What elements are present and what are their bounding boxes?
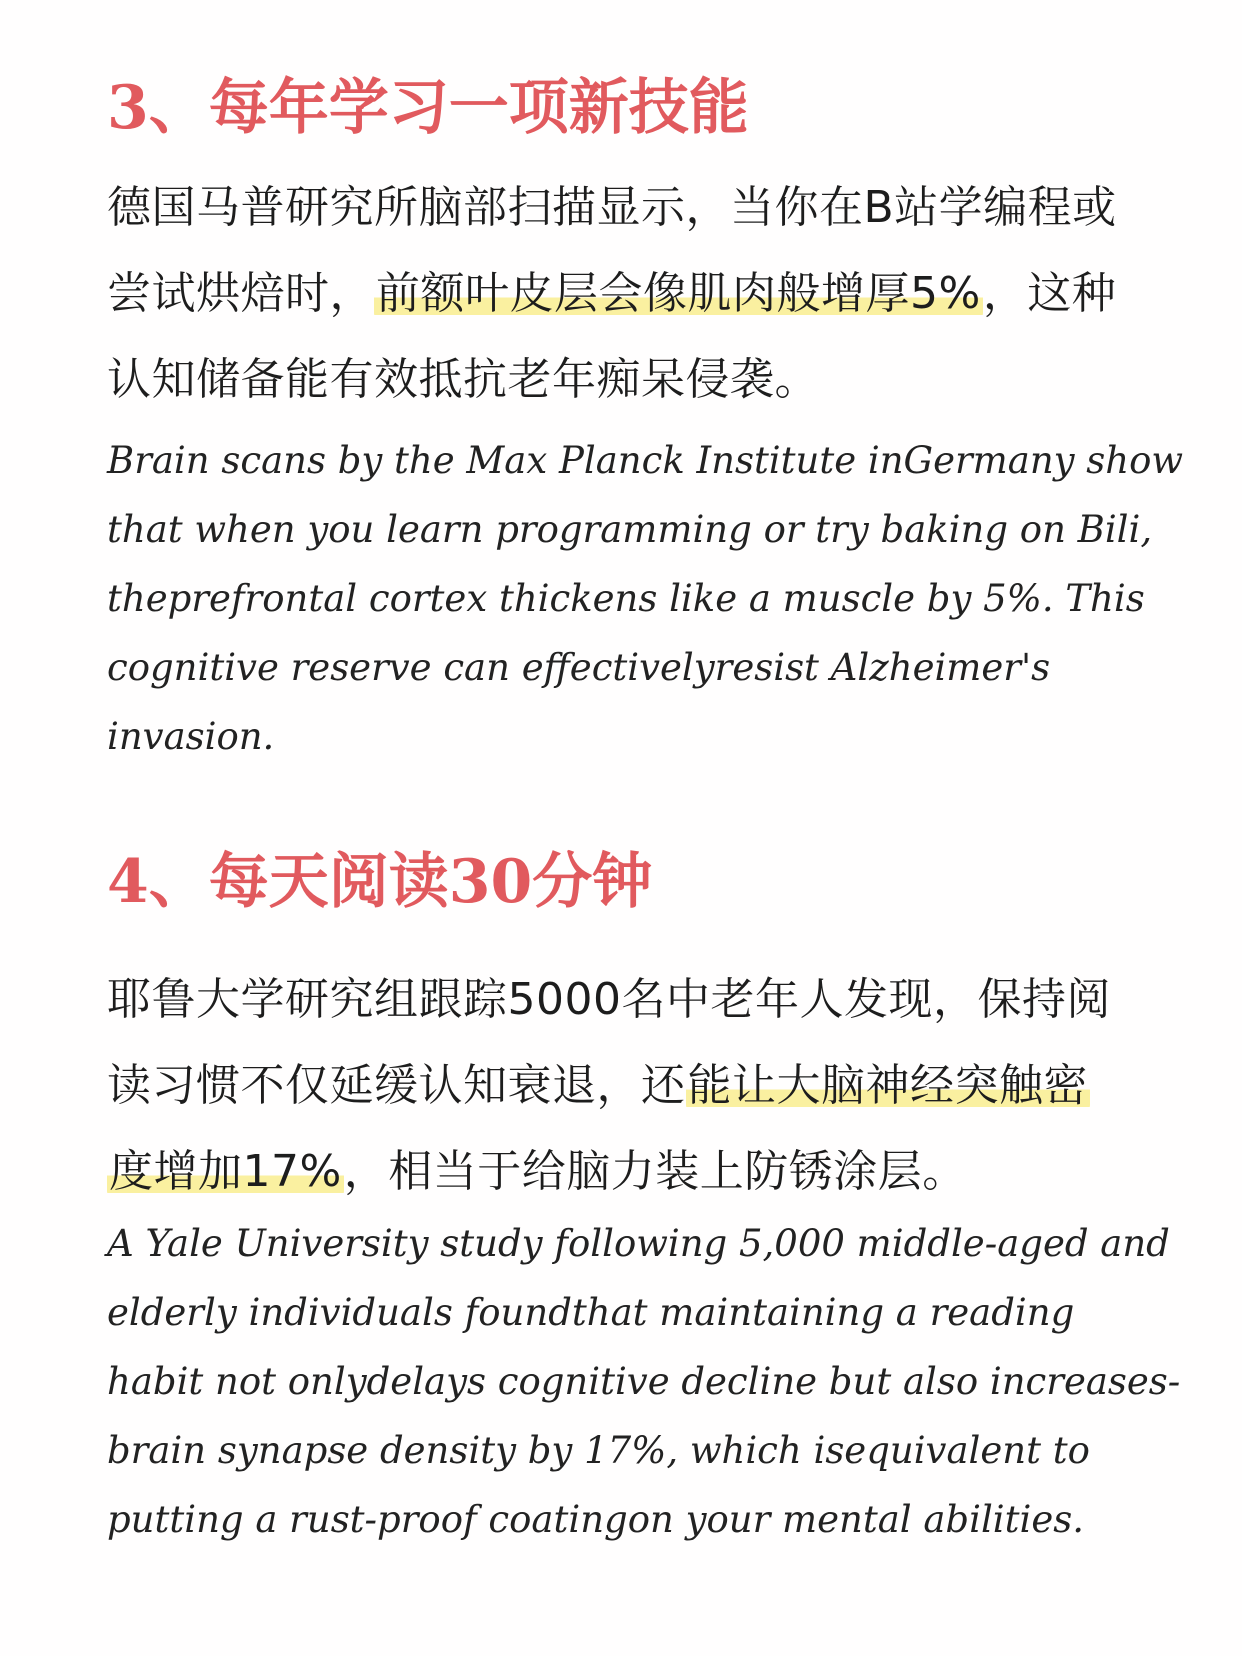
paragraph-line: brain synapse density by 17%, which isequivalent to [107, 1429, 1090, 1472]
highlighted-text: 度增加17% [109, 1146, 342, 1197]
paragraph-line: invasion. [107, 715, 275, 758]
paragraph-line: habit not onlydelays cognitive decline but also increases- [107, 1360, 1181, 1403]
paragraph-line: A Yale University study following 5,000 middle-aged and [107, 1222, 1170, 1265]
paragraph-line: 度增加17%，相当于给脑力装上防锈涂层。 [109, 1146, 967, 1197]
english-paragraph [107, 1209, 1227, 1554]
section-heading: 4、每天阅读30分钟 [107, 847, 653, 917]
paragraph-line: cognitive reserve can effectivelyresist Alzheimer's [107, 646, 1051, 689]
highlighted-text: 能让大脑神经突触密 [687, 1060, 1088, 1111]
paragraph-line: putting a rust-proof coatingon your mental abilities. [107, 1498, 1084, 1541]
paragraph-line: 认知储备能有效抵抗老年痴呆侵袭。 [107, 354, 819, 405]
paragraph-line: 耶鲁大学研究组跟踪5000名中老年人发现，保持阅 [107, 974, 1111, 1025]
section-heading: 3、每年学习一项新技能 [107, 73, 749, 143]
paragraph-line: theprefrontal cortex thickens like a muscle by 5%. This [107, 577, 1145, 620]
paragraph-line: 读习惯不仅延缓认知衰退，还能让大脑神经突触密 [107, 1060, 1088, 1111]
english-paragraph [107, 426, 1227, 771]
chinese-paragraph [107, 957, 1227, 1215]
chinese-paragraph [107, 165, 1227, 423]
paragraph-line: Brain scans by the Max Planck Institute inGermany show [107, 439, 1184, 482]
paragraph-line: elderly individuals foundthat maintaining a reading [107, 1291, 1075, 1334]
paragraph-line: that when you learn programming or try baking on Bili, [107, 508, 1153, 551]
highlighted-text: 前额叶皮层会像肌肉般增厚5% [376, 268, 981, 319]
paragraph-line: 尝试烘焙时，前额叶皮层会像肌肉般增厚5%，这种 [107, 268, 1117, 319]
paragraph-line: 德国马普研究所脑部扫描显示，当你在B站学编程或 [107, 182, 1117, 233]
